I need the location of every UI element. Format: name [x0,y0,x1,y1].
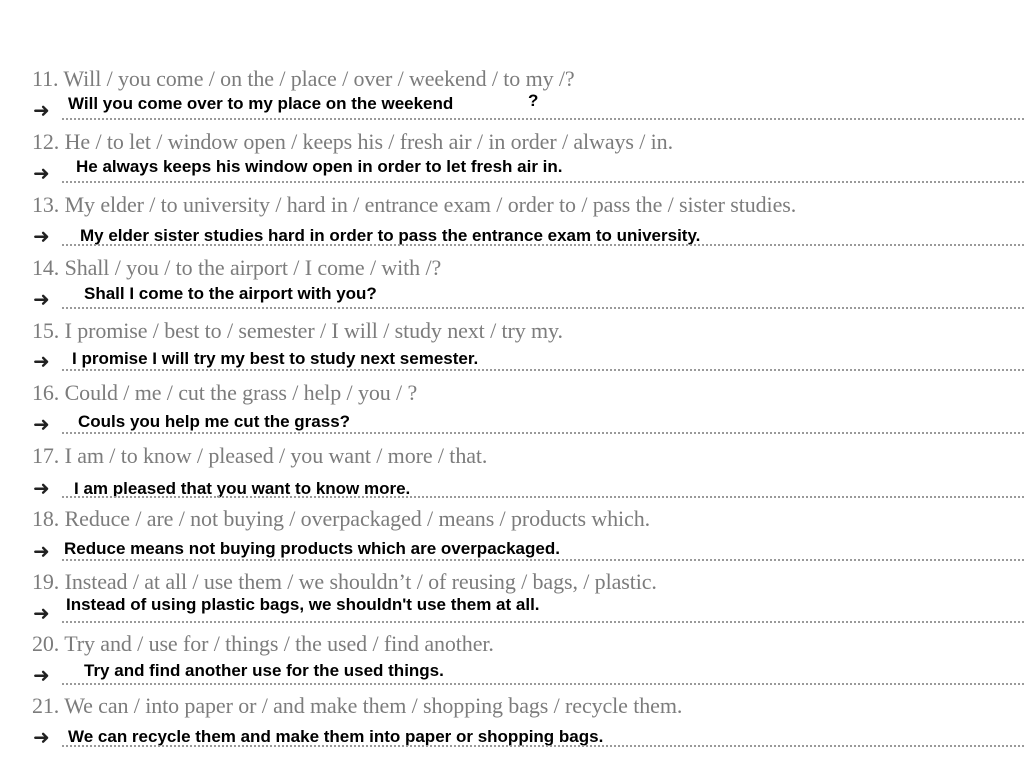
arrow-icon: ➜ [33,663,50,687]
exercise-prompt: 21. We can / into paper or / and make them / shopping bags / recycle them. [32,693,683,718]
arrow-icon: ➜ [33,349,50,373]
exercise-prompt: 20. Try and / use for / things / the used / find another. [32,631,494,656]
arrow-icon: ➜ [33,601,50,625]
answer-dotted-line [62,683,1024,685]
exercise-answer: My elder sister studies hard in order to pass the entrance exam to university. [80,226,701,245]
exercise-answer: Reduce means not buying products which are overpackaged. [64,539,560,558]
exercise-prompt: 16. Could / me / cut the grass / help / you / ? [32,380,418,405]
answer-dotted-line [62,432,1024,434]
answer-dotted-line [62,745,1024,747]
answer-dotted-line [62,559,1024,561]
arrow-icon: ➜ [33,476,50,500]
exercise-prompt: 13. My elder / to university / hard in / entrance exam / order to / pass the / sister studies. [32,192,797,217]
arrow-icon: ➜ [33,161,50,185]
exercise-answer: Shall I come to the airport with you? [84,284,377,303]
answer-question-mark: ? [528,91,539,110]
exercise-answer: He always keeps his window open in order to let fresh air in. [76,157,563,176]
exercise-prompt: 19. Instead / at all / use them / we shouldn’t / of reusing / bags, / plastic. [32,569,657,594]
answer-dotted-line [62,118,1024,120]
exercise-prompt: 12. He / to let / window open / keeps his / fresh air / in order / always / in. [32,129,673,154]
answer-dotted-line [62,181,1024,183]
answer-dotted-line [62,496,1024,498]
arrow-icon: ➜ [33,98,50,122]
exercise-prompt: 14. Shall / you / to the airport / I come / with /? [32,255,442,280]
arrow-icon: ➜ [33,287,50,311]
answer-dotted-line [62,369,1024,371]
exercise-answer: I am pleased that you want to know more. [74,479,411,498]
arrow-icon: ➜ [33,539,50,563]
exercise-answer: Try and find another use for the used things. [84,661,444,680]
arrow-icon: ➜ [33,725,50,749]
arrow-icon: ➜ [33,412,50,436]
exercise-prompt: 15. I promise / best to / semester / I will / study next / try my. [32,318,563,343]
exercise-prompt: 17. I am / to know / pleased / you want / more / that. [32,443,488,468]
answer-dotted-line [62,244,1024,246]
exercise-answer: Instead of using plastic bags, we shouldn't use them at all. [66,595,540,614]
exercise-prompt: 11. Will / you come / on the / place / over / weekend / to my /? [32,66,575,91]
answer-dotted-line [62,621,1024,623]
exercise-answer: We can recycle them and make them into paper or shopping bags. [68,727,604,746]
exercise-prompt: 18. Reduce / are / not buying / overpackaged / means / products which. [32,506,650,531]
answer-dotted-line [62,307,1024,309]
exercise-answer: I promise I will try my best to study next semester. [72,349,479,368]
arrow-icon: ➜ [33,224,50,248]
cropped-text-line [32,755,632,760]
exercise-answer: Couls you help me cut the grass? [78,412,351,431]
exercise-answer: Will you come over to my place on the weekend [68,94,454,113]
